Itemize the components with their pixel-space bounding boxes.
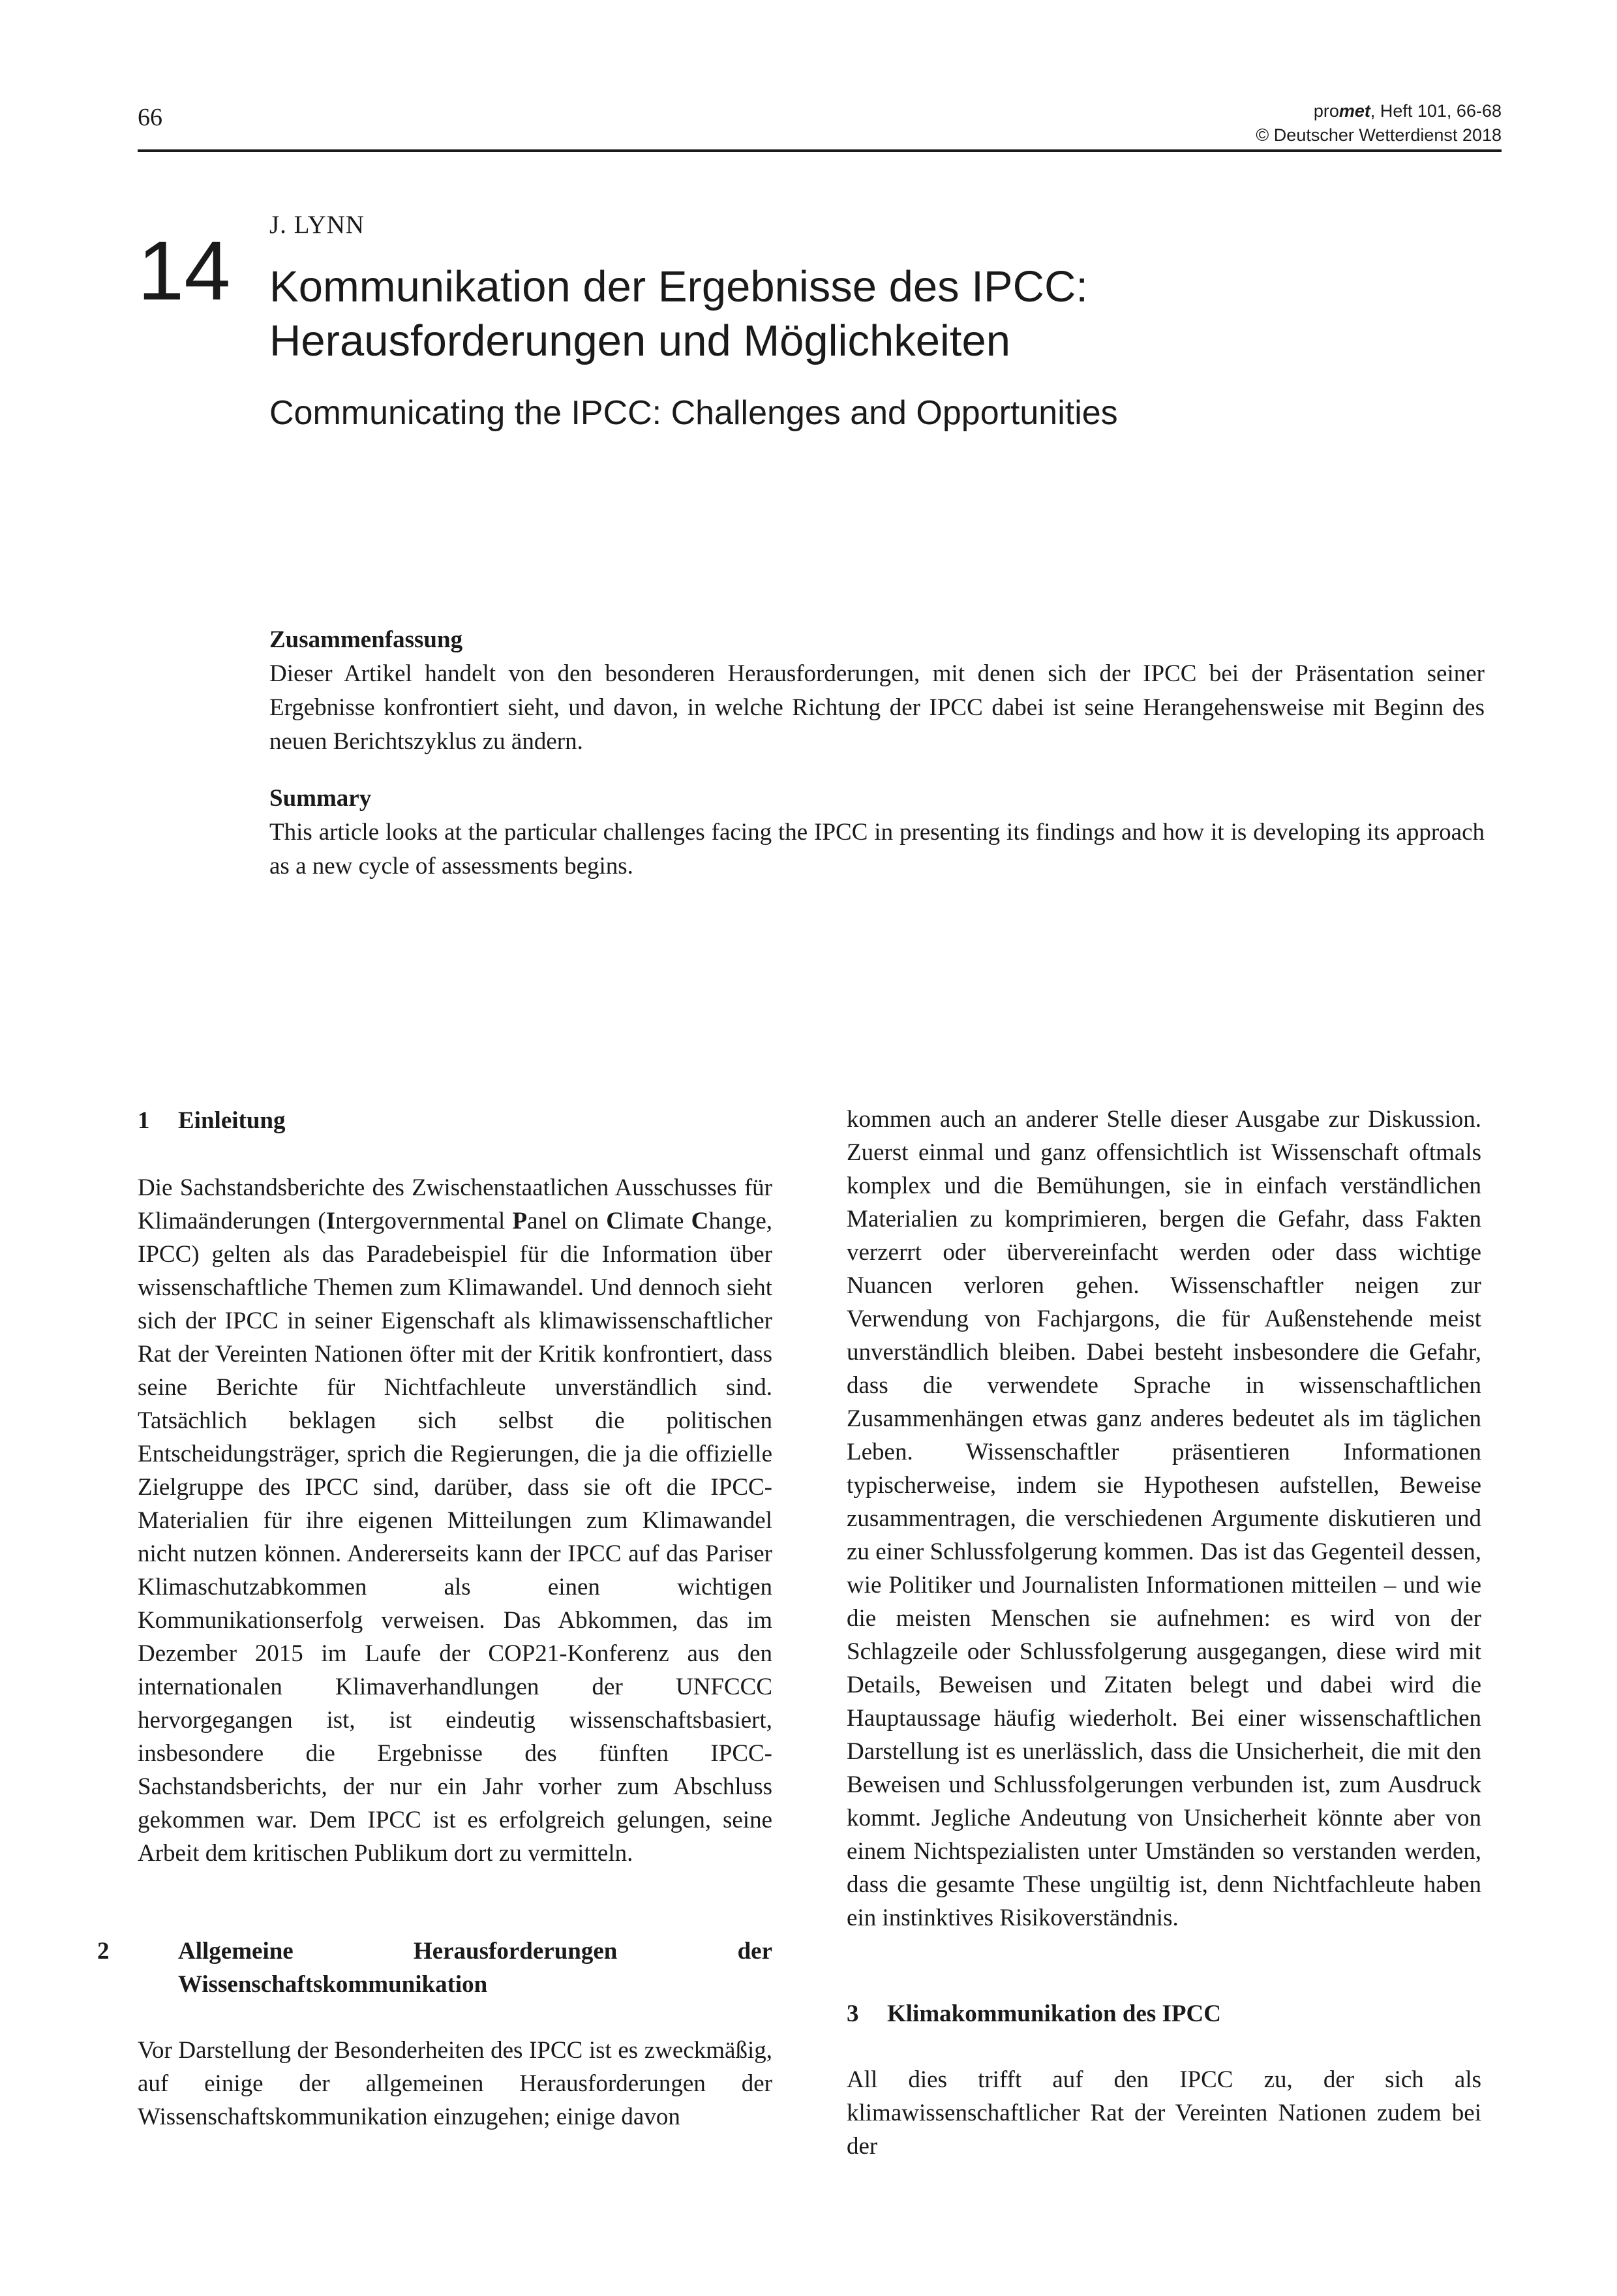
- abstract-german-text: Dieser Artikel handelt von den besonderen Herausforderungen, mit denen sich der IPCC bei der Präsentation seiner Ergebnisse konfrontiert sieht, und davon, in welche Richtung der IPCC dabei ist seine Herangehensweise mit Beginn des neuen Berichtszyklus zu ändern.: [269, 660, 1485, 755]
- section-2-heading: 2 Allgemeine Herausforderungen der Wissenschaftskommunikation: [97, 1938, 772, 1998]
- column-left: [97, 1104, 772, 2134]
- abstract-english: [269, 782, 1485, 883]
- section-1-text: Die Sachstandsberichte des Zwischenstaatlichen Ausschusses für Klimaänderungen (Intergovernmental Panel on Climate Change, IPCC) gelten als das Paradebeispiel für die Information über wissenschaftliche Themen zum Klimawandel. Und dennoch sieht sich der IPCC in seiner Eigenschaft als klimawissenschaftlicher Rat der Vereinten Nationen öfter mit der Kritik konfrontiert, dass seine Berichte für Nichtfachleute unverständlich sind. Tatsächlich beklagen sich selbst die politischen Entscheidungsträger, sprich die Regierungen, die ja die offizielle Zielgruppe des IPCC sind, darüber, dass sie oft die IPCC-Materialien für ihre eigenen Mitteilungen zum Klimawandel nicht nutzen können. Andererseits kann der IPCC auf das Pariser Klimaschutzabkommen als einen wichtigen Kommunikationserfolg verweisen. Das Abkommen, das im Dezember 2015 im Laufe der COP21-Konferenz aus den internationalen Klimaverhandlungen der UNFCCC hervorgegangen ist, ist eindeutig wissenschaftsbasiert, insbesondere die Ergebnisse des fünften IPCC-Sachstandsberichts, der nur ein Jahr vorher zum Abschluss gekommen war. Dem IPCC ist es erfolgreich gelungen, seine Arbeit dem kritischen Publikum dort zu vermitteln.: [138, 1174, 772, 1867]
- column-right: [847, 1103, 1481, 2163]
- journal-citation: [1256, 99, 1502, 123]
- title-german: [269, 260, 1509, 368]
- journal-name-em: met: [1338, 101, 1370, 121]
- journal-name-pre: pro: [1313, 101, 1339, 121]
- section-2-text-continued: kommen auch an anderer Stelle dieser Ausgabe zur Diskussion. Zuerst einmal und ganz offensichtlich ist Wissenschaft oftmals komplex und die Bemühungen, sie in einfach verständlichen Materialien zu komprimieren, bergen die Gefahr, dass Fakten verzerrt oder übervereinfacht werden oder dass wichtige Nuancen verloren gehen. Wissenschaftler neigen zur Verwendung von Fachjargons, die für Außenstehende meist unverständlich bleiben. Dabei besteht insbesondere die Gefahr, dass die verwendete Sprache in wissenschaftlichen Zusammenhängen etwas ganz anderes bedeutet als im täglichen Leben. Wissenschaftler präsentieren Informationen typischerweise, indem sie Hypothesen aufstellen, Beweise zusammentragen, die verschiedenen Argumente diskutieren und zu einer Schlussfolgerung kommen. Das ist das Gegenteil dessen, wie Politiker und Journalisten Informationen mitteilen – und wie die meisten Menschen sie aufnehmen: es wird von der Schlagzeile oder Schlussfolgerung ausgegangen, diese wird mit Details, Beweisen und Zitaten belegt und dabei wird die Hauptaussage häufig wiederholt. Bei einer wissenschaftlichen Darstellung ist es unerlässlich, dass die Unsicherheit, die mit den Beweisen und Schlussfolgerungen verbunden ist, zum Ausdruck kommt. Jegliche Andeutung von Unsicherheit könnte aber von einem Nichtspezialisten unter Umständen so verstanden werden, dass die gesamte These ungültig ist, denn Nichtfachleute haben ein instinktives Risikoverständnis.: [847, 1106, 1481, 1931]
- abstract-german: [269, 623, 1485, 759]
- section-3-heading: 3 Klimakommunikation des IPCC: [847, 2000, 1221, 2027]
- section-2-text: Vor Darstellung der Besonderheiten des IPCC ist es zweckmäßig, auf einige der allgemeinen Herausforderungen der Wissenschaftskommunikation einzugehen; einige davon: [138, 2037, 772, 2130]
- copyright: © Deutscher Wetterdienst 2018: [1256, 125, 1502, 145]
- author: J. LYNN: [269, 211, 365, 239]
- abstract-english-text: This article looks at the particular challenges facing the IPCC in presenting its findings and how it is developing its approach as a new cycle of assessments begins.: [269, 819, 1485, 880]
- section-3-text: All dies trifft auf den IPCC zu, der sich als klimawissenschaftlicher Rat der Vereinten Nationen zudem bei der: [847, 2066, 1481, 2160]
- page-number: 66: [138, 104, 162, 131]
- abstract-english-heading: Summary: [269, 785, 372, 812]
- abstract-german-heading: Zusammenfassung: [269, 626, 463, 653]
- title-german-line-1: Kommunikation der Ergebnisse des IPCC:: [269, 262, 1088, 311]
- chapter-number: 14: [138, 224, 231, 318]
- section-1-heading: 1 Einleitung: [138, 1107, 286, 1134]
- title-english: Communicating the IPCC: Challenges and Opportunities: [269, 394, 1118, 432]
- header-rule: [138, 149, 1502, 152]
- journal-issue: , Heft 101, 66-68: [1370, 101, 1502, 121]
- title-german-line-2: Herausforderungen und Möglichkeiten: [269, 316, 1010, 365]
- journal-header: [1256, 99, 1502, 147]
